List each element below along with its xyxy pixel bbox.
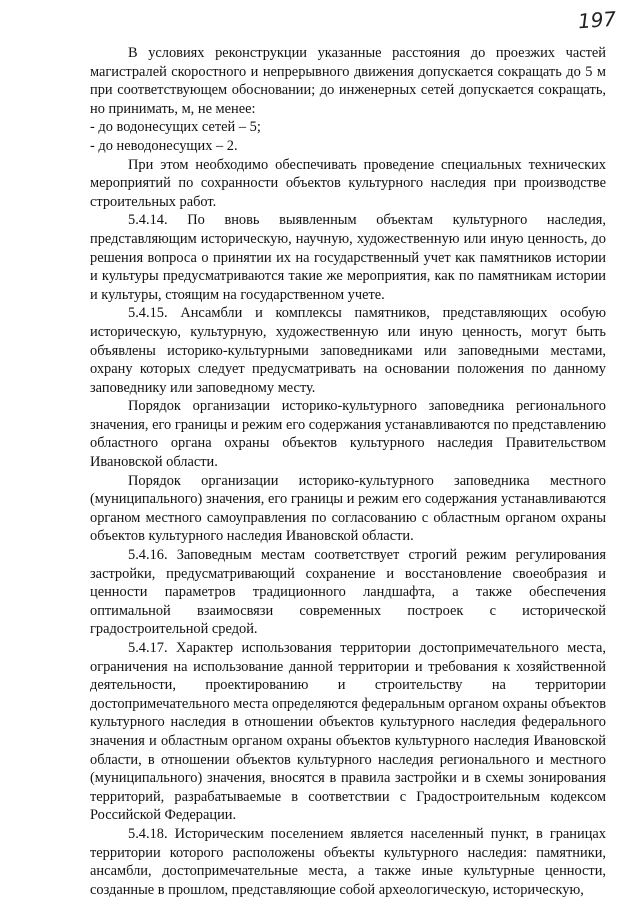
paragraph-section-5-4-14: 5.4.14. По вновь выявленным объектам культурного наследия, представляющим историческую, научную, художественную или иную ценность, до решения вопроса о принятии их на государственный учет как памятников истории и культуры предусматриваются такие же мероприятия, как по памятникам истории и культуры, стоящим на государственном учете. [90, 212, 606, 303]
list-item: - до неводонесущих – 2. [90, 137, 238, 154]
paragraph: Порядок организации историко-культурного заповедника регионального значения, его границы и режим его содержания устанавливаются по представлению областного органа охраны объектов культурного наследия Правительством Ивановской области. [90, 398, 606, 471]
document-body [90, 44, 606, 899]
paragraph: Порядок организации историко-культурного заповедника местного (муниципального) значения, его границы и режим его содержания устанавливаются органом местного самоуправления по согласованию с областным органом охраны объектов культурного наследия Ивановской области. [90, 472, 606, 545]
paragraph-section-5-4-16: 5.4.16. Заповедным местам соответствует строгий режим регулирования застройки, предусматривающий сохранение и восстановление своеобразия и ценности параметров традиционного ландшафта, а также обеспечения оптимальной взаимосвязи современных построек с исторической градостроительной средой. [90, 547, 606, 638]
page-number: 197 [577, 6, 617, 34]
paragraph-section-5-4-15: 5.4.15. Ансамбли и комплексы памятников, представляющих особую историческую, культурную, художественную или иную ценность, могут быть объявлены историко-культурными заповедниками или заповедными местами, охрану которых следует предусматривать на основании положения по данному заповеднику или заповедному месту. [90, 305, 606, 396]
list-item: - до водонесущих сетей – 5; [90, 119, 261, 136]
paragraph: При этом необходимо обеспечивать проведение специальных технических мероприятий по сохранности объектов культурного наследия при производстве строительных работ. [90, 156, 606, 210]
paragraph-section-5-4-18: 5.4.18. Историческим поселением является населенный пункт, в границах территории которого расположены объекты культурного наследия: памятники, ансамбли, достопримечательные места, а также иные культурные ценности, созданные в прошлом, представляющие собой археологическую, историческую, [90, 825, 606, 898]
paragraph: В условиях реконструкции указанные расстояния до проезжих частей магистралей скоростного и непрерывного движения допускается сокращать до 5 м при соответствующем обосновании; до инженерных сетей допускается сокращать, но принимать, м, не менее: [90, 45, 606, 117]
paragraph-section-5-4-17: 5.4.17. Характер использования территории достопримечательного места, ограничения на использование данной территории и требования к хозяйственной деятельности, проектированию и строительству на территории достопримечательного места определяются федеральным органом охраны объектов культурного наследия в отношении объектов культурного наследия федерального значения и областным органом охраны объектов культурного наследия Ивановской области, в отношении объектов культурного наследия регионального и местного (муниципального) значения, вносятся в правила застройки и в схемы зонирования территорий, разрабатываемые в соответствии с Градостроительным кодексом Российской Федерации. [90, 640, 606, 824]
